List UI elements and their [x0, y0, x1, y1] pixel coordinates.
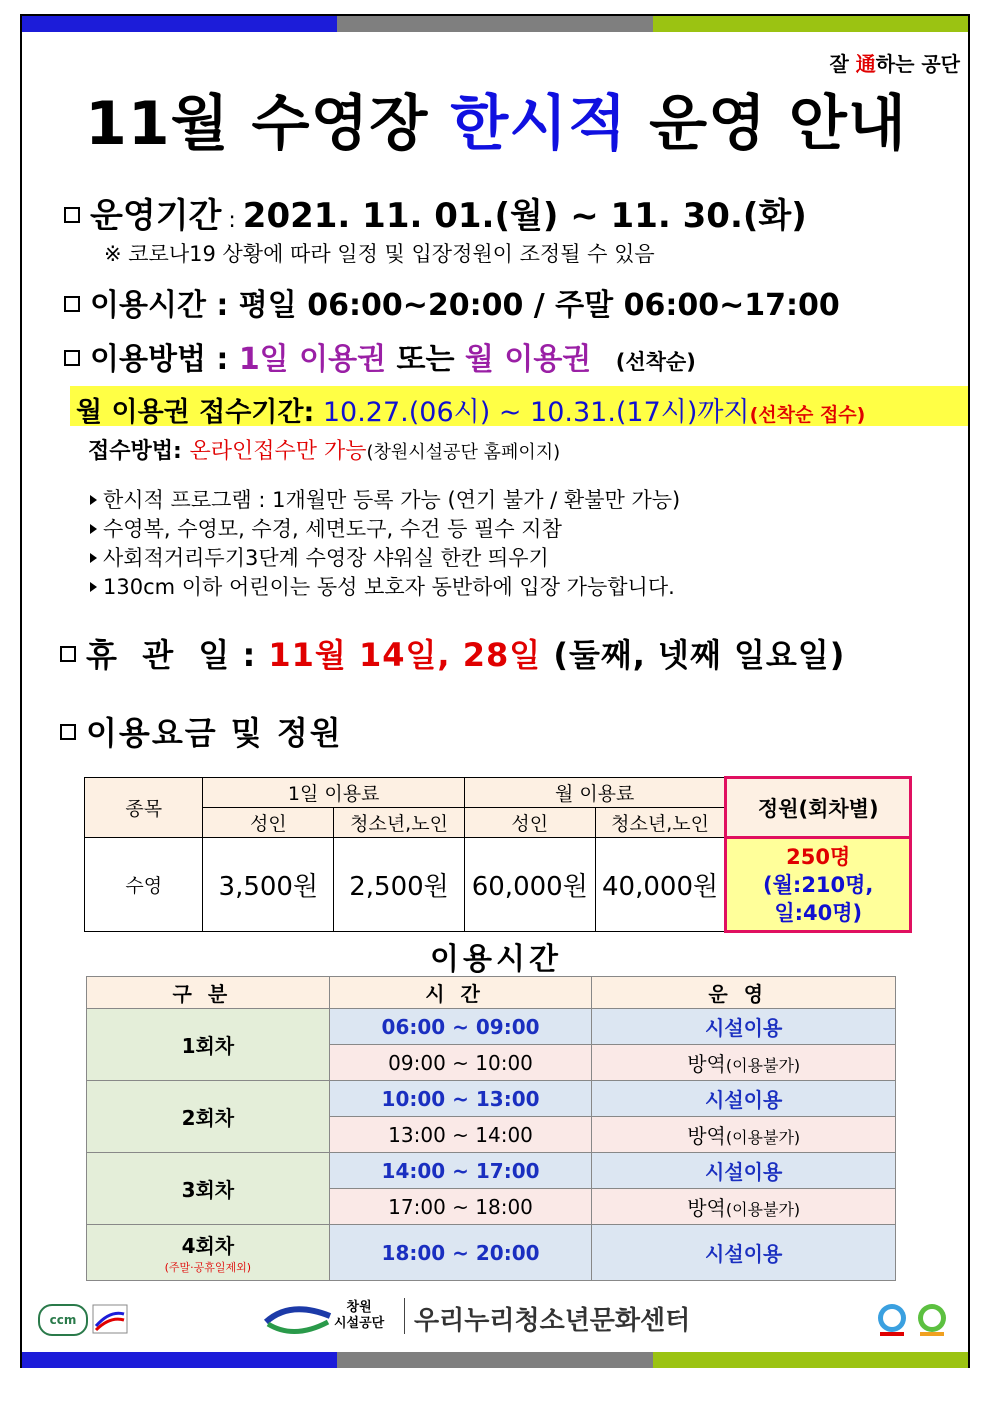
session-cell: 4회차 (주말·공휴일제외): [87, 1225, 330, 1281]
status-cell: 방역(이용불가): [592, 1189, 896, 1225]
footer: [0, 1296, 992, 1340]
center-name: 우리누리청소년문화센터: [414, 1306, 691, 1336]
row-item-cell: 수영: [85, 838, 203, 932]
time-cell: 14:00 ~ 17:00: [329, 1153, 592, 1189]
rules-list: [90, 486, 680, 602]
sub-adult-header: 성인: [203, 808, 334, 838]
sub-adult-header: 성인: [464, 808, 595, 838]
hours-line: 이용시간 : 평일 06:00~20:00 / 주말 06:00~17:00: [64, 280, 840, 324]
page-title: 11월 수영장 한시적 운영 안내: [85, 89, 907, 159]
rule-item: 130cm 이하 어린이는 동성 보호자 동반하에 입장 가능합니다.: [90, 573, 680, 602]
time-cell: 06:00 ~ 09:00: [329, 1009, 592, 1045]
top-color-bar: [22, 16, 968, 32]
checkbox-square-icon: [60, 724, 76, 740]
triangle-bullet-icon: [90, 582, 97, 592]
time-cell: 13:00 ~ 14:00: [329, 1117, 592, 1153]
triangle-bullet-icon: [90, 495, 97, 505]
month-adult-fee: 60,000원: [464, 838, 595, 932]
checkbox-square-icon: [64, 207, 80, 223]
mascot-icon: [870, 1300, 954, 1338]
sub-youth-header: 청소년,노인: [334, 808, 465, 838]
checkbox-square-icon: [60, 646, 76, 662]
triangle-bullet-icon: [90, 553, 97, 563]
certification-logo: [92, 1304, 128, 1334]
rule-item: 한시적 프로그램 : 1개월만 등록 가능 (연기 불가 / 환불만 가능): [90, 486, 680, 515]
header-operation: 운영: [592, 977, 896, 1009]
schedule-title: 이용시간: [430, 942, 562, 977]
status-cell: 시설이용: [592, 1081, 896, 1117]
slogan: 잘 通하는 공단: [829, 52, 960, 76]
triangle-bullet-icon: [90, 524, 97, 534]
capacity-cell: 250명 (월:210명, 일:40명): [726, 838, 911, 932]
col-capacity-header: 정원(회차별): [726, 778, 911, 838]
header-division: 구분: [87, 977, 330, 1009]
rule-item: 사회적거리두기3단계 수영장 샤워실 한칸 띄우기: [90, 544, 680, 573]
session-cell: 2회차: [87, 1081, 330, 1153]
sub-youth-header: 청소년,노인: [595, 808, 726, 838]
changwon-swoosh-logo: [260, 1302, 336, 1336]
col-month-header: 월 이용료: [464, 778, 726, 808]
closed-line: 휴 관 일 : 11월 14일, 28일 (둘째, 넷째 일요일): [60, 630, 845, 676]
period-line: 운영기간 : 2021. 11. 01.(월) ~ 11. 30.(화): [64, 188, 807, 237]
time-cell: 18:00 ~ 20:00: [329, 1225, 592, 1281]
rule-item: 수영복, 수영모, 수경, 세면도구, 수건 등 필수 지참: [90, 515, 680, 544]
ccm-logo: ccm: [38, 1304, 88, 1336]
day-youth-fee: 2,500원: [334, 838, 465, 932]
org-name: 창원 시설공단: [334, 1300, 385, 1331]
day-adult-fee: 3,500원: [203, 838, 334, 932]
status-cell: 시설이용: [592, 1225, 896, 1281]
month-youth-fee: 40,000원: [595, 838, 726, 932]
notice-text: ※ 코로나19 상황에 따라 일정 및 입장정원이 조정될 수 있음: [104, 242, 655, 266]
time-cell: 10:00 ~ 13:00: [329, 1081, 592, 1117]
bottom-color-bar: [22, 1352, 968, 1368]
session-cell: 3회차: [87, 1153, 330, 1225]
status-cell: 시설이용: [592, 1153, 896, 1189]
fee-table: [84, 776, 912, 933]
col-day-header: 1일 이용료: [203, 778, 464, 808]
status-cell: 방역(이용불가): [592, 1045, 896, 1081]
session-cell: 1회차: [87, 1009, 330, 1081]
time-cell: 17:00 ~ 18:00: [329, 1189, 592, 1225]
time-cell: 09:00 ~ 10:00: [329, 1045, 592, 1081]
schedule-table: [86, 976, 896, 1281]
status-cell: 시설이용: [592, 1009, 896, 1045]
footer-divider: [404, 1298, 405, 1334]
checkbox-square-icon: [64, 350, 80, 366]
reception-method-line: 접수방법: 온라인접수만 가능(창원시설공단 홈페이지): [88, 439, 561, 464]
checkbox-square-icon: [64, 296, 80, 312]
reception-line: 월 이용권 접수기간: 10.27.(06시) ~ 10.31.(17시)까지(선착순 접수): [76, 397, 866, 428]
status-cell: 방역(이용불가): [592, 1117, 896, 1153]
method-line: 이용방법 : 1일 이용권 또는 월 이용권 (선착순): [64, 334, 696, 378]
header-time: 시간: [329, 977, 592, 1009]
fees-heading: 이용요금 및 정원: [60, 708, 343, 754]
col-item-header: 종목: [85, 778, 203, 838]
